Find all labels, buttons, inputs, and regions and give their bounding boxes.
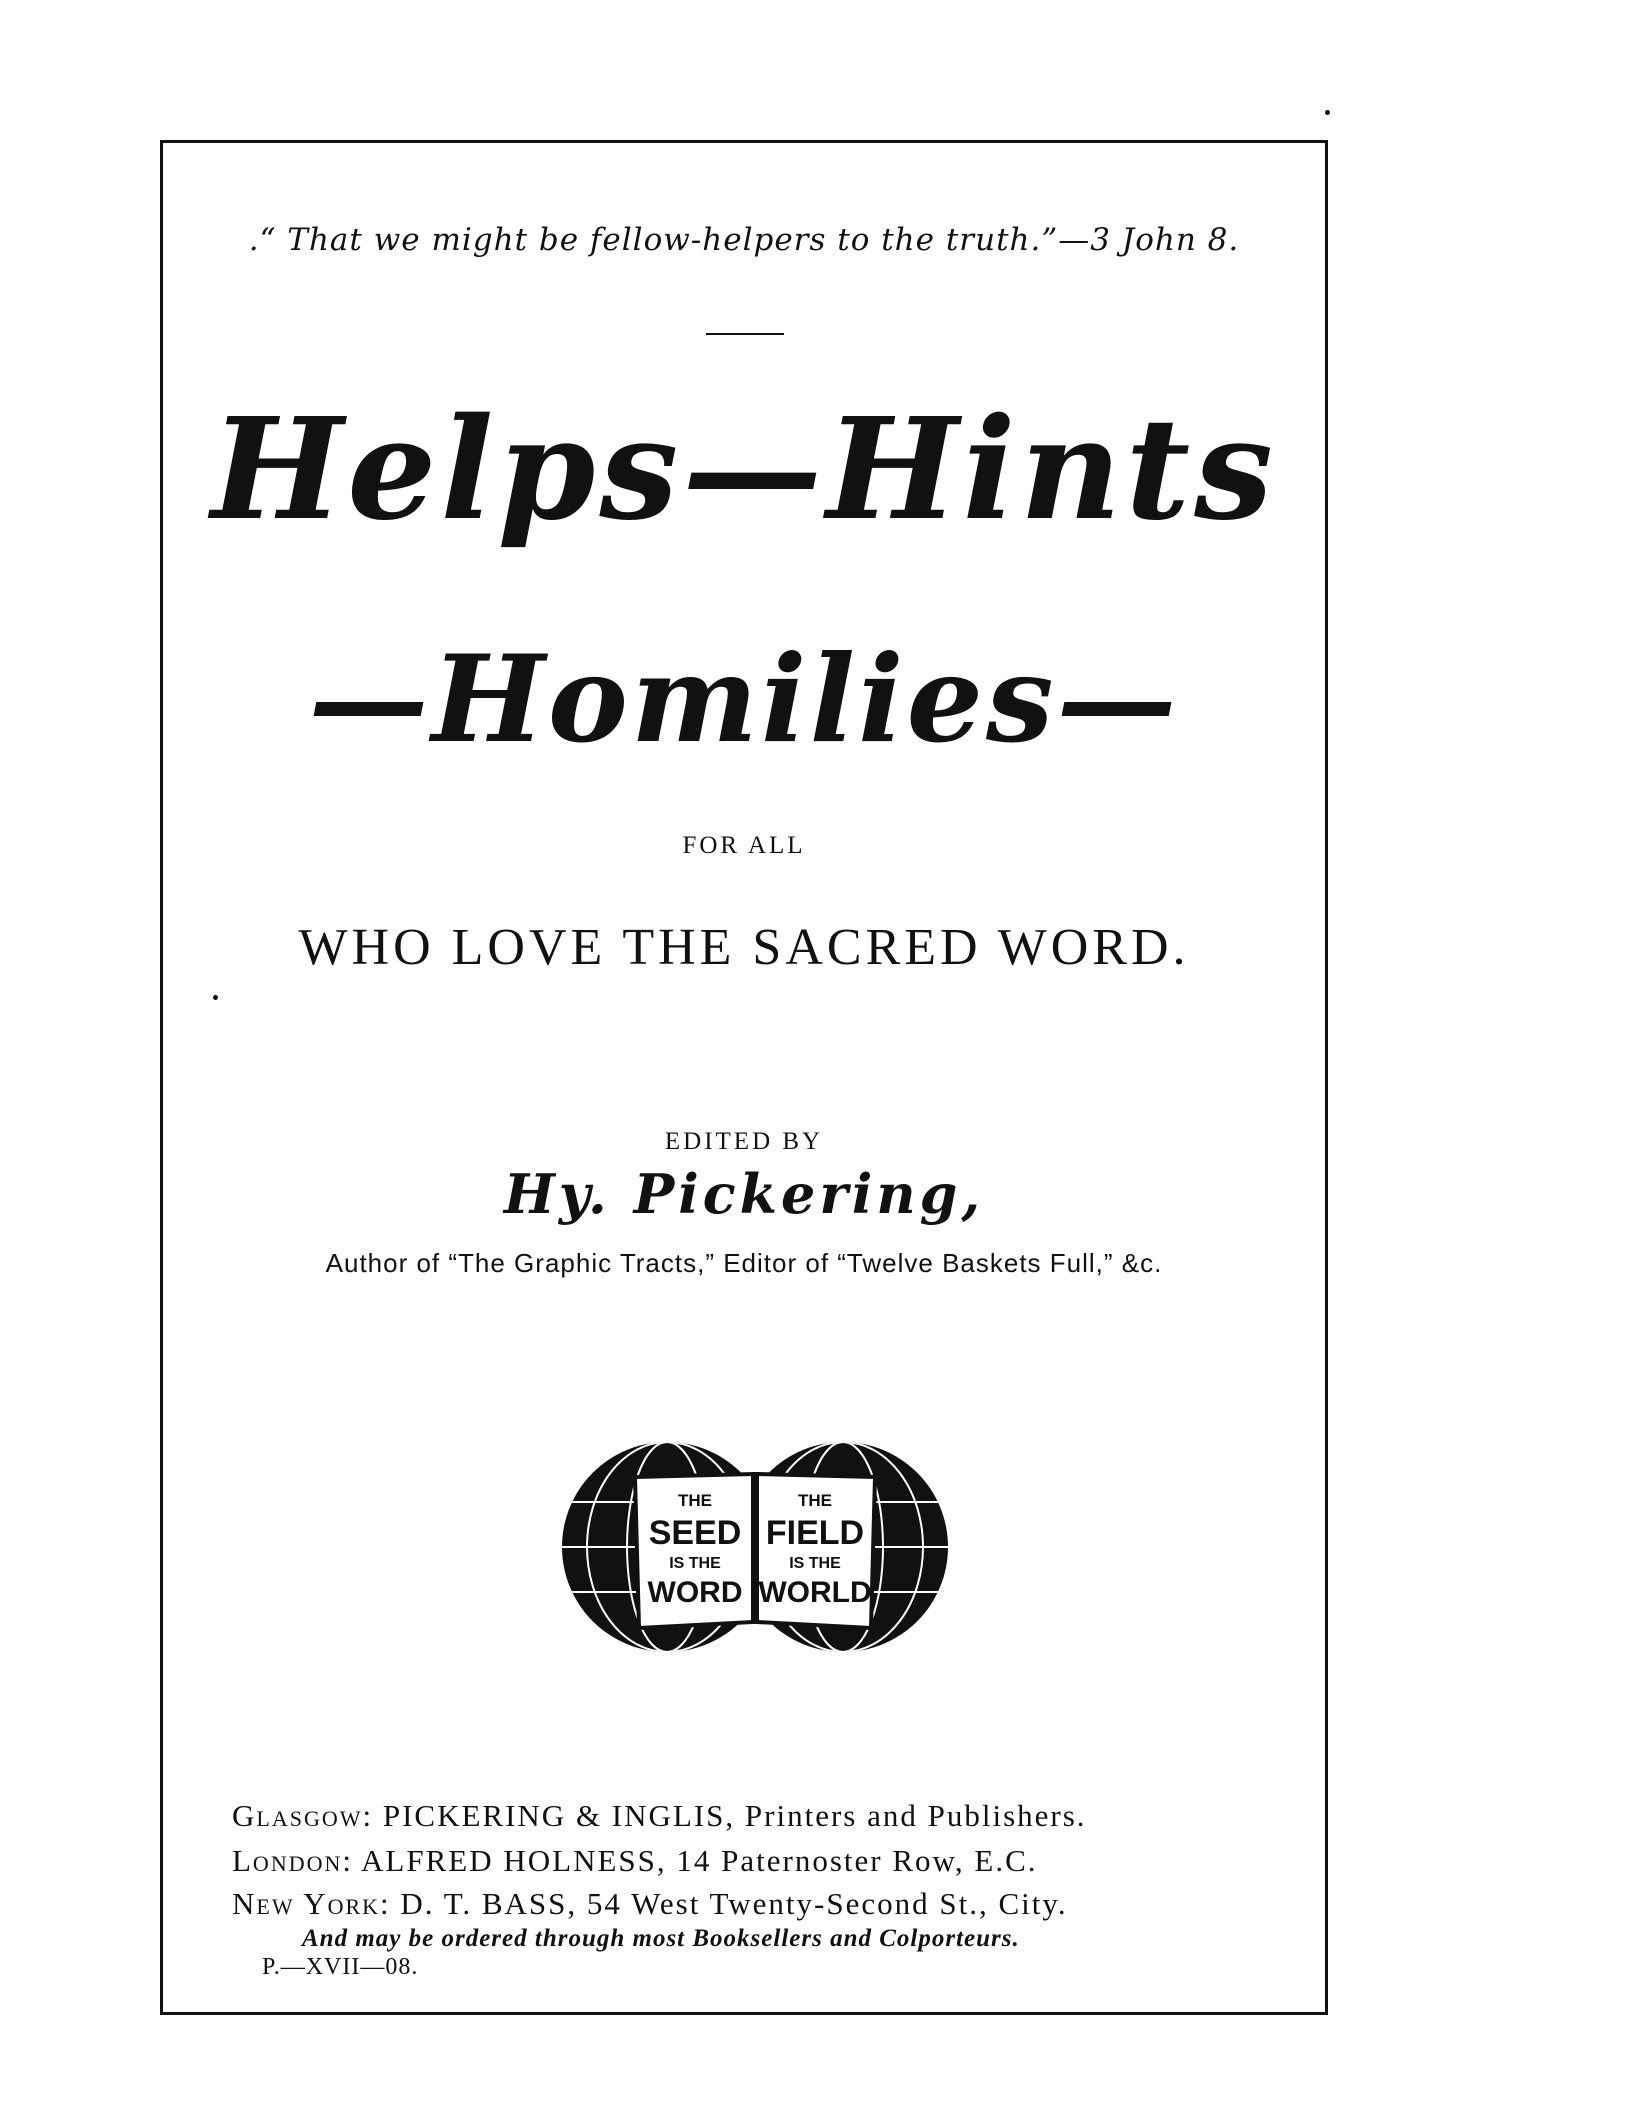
- publisher-newyork: [232, 1886, 1272, 1922]
- author-line: Author of “The Graphic Tracts,” Editor of “Twelve Baskets Full,” &c.: [325, 1248, 1163, 1278]
- emblem-left-1: THE: [678, 1491, 712, 1510]
- emblem-left-4: WORD: [647, 1576, 743, 1609]
- publisher-city: New York:: [232, 1886, 391, 1921]
- emblem-right-2: FIELD: [765, 1514, 865, 1552]
- emblem-right-1: THE: [798, 1491, 832, 1510]
- publisher-london: [232, 1843, 1272, 1879]
- editor-name: Hy. Pickering,: [503, 1162, 985, 1226]
- speck: [1325, 110, 1330, 115]
- publisher-glasgow: [232, 1798, 1272, 1834]
- emblem-right-3: IS THE: [789, 1555, 841, 1572]
- edited-by-label: EDITED BY: [664, 1128, 824, 1155]
- publisher-text: D. T. BASS, 54 West Twenty-Second St., City.: [400, 1886, 1068, 1921]
- publisher-city: Glasgow:: [232, 1798, 374, 1833]
- title-line-2: —Homilies—: [308, 629, 1180, 770]
- emblem-left-3: IS THE: [669, 1555, 721, 1572]
- seed-field-emblem: [557, 1432, 953, 1662]
- divider: [706, 333, 784, 335]
- epigraph: .“ That we might be fellow-helpers to the truth.”—3 John 8.: [248, 222, 1240, 258]
- emblem-right-4: WORLD: [758, 1576, 872, 1609]
- title-line-1: Helps—Hints: [211, 388, 1277, 552]
- publisher-text: PICKERING & INGLIS, Printers and Publishers.: [382, 1798, 1087, 1833]
- subtitle: WHO LOVE THE SACRED WORD.: [298, 919, 1190, 976]
- publisher-city: London:: [232, 1843, 353, 1878]
- order-note: And may be ordered through most Booksellers and Colporteurs.: [302, 1925, 1020, 1952]
- for-all-label: FOR ALL: [682, 832, 806, 859]
- publisher-text: ALFRED HOLNESS, 14 Paternoster Row, E.C.: [361, 1843, 1038, 1878]
- print-code: P.—XVII—08.: [262, 1954, 419, 1980]
- speck: [213, 995, 218, 1000]
- emblem-left-2: SEED: [648, 1514, 742, 1552]
